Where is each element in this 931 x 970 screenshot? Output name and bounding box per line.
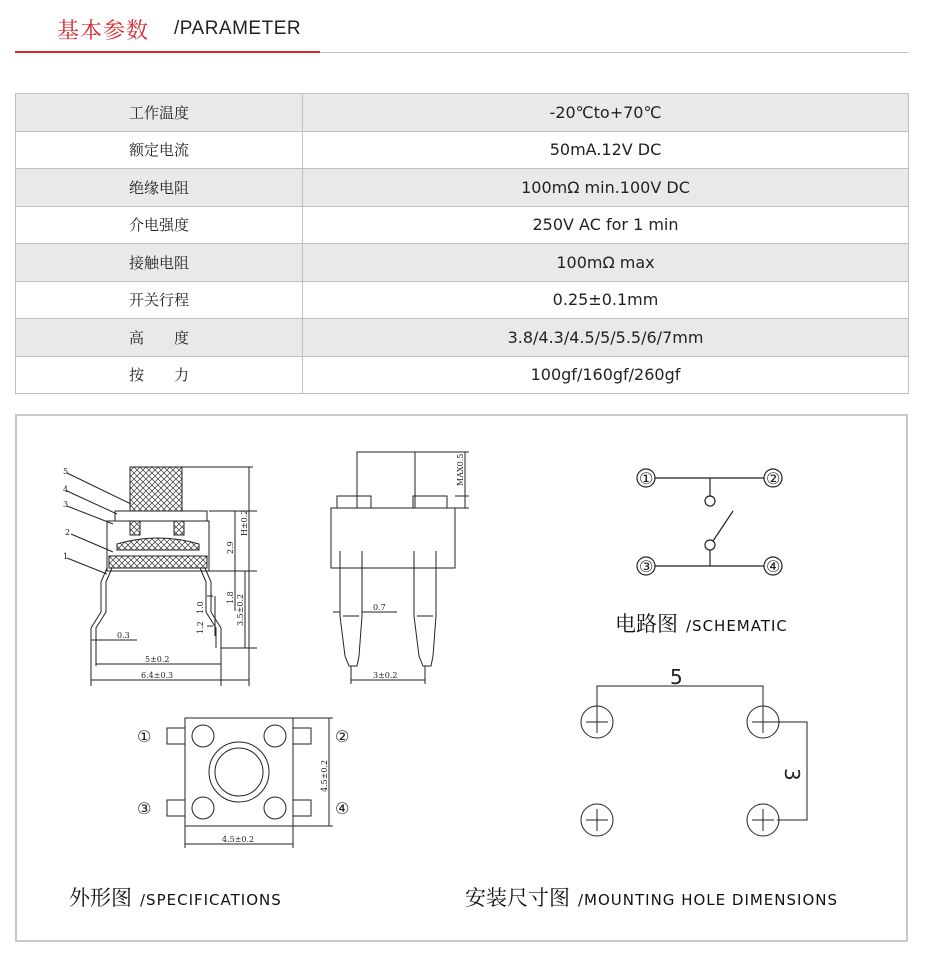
schematic-pin-3: ③ <box>639 557 654 576</box>
dim-2-9: 2.9 <box>226 541 235 554</box>
param-value: 250V AC for 1 min <box>303 206 909 244</box>
cover-plate <box>115 511 207 521</box>
schematic-drawing <box>637 469 782 575</box>
table-row <box>16 169 909 207</box>
dim-3: 3±0.2 <box>373 671 398 680</box>
part-number: 2 <box>65 528 71 537</box>
switch-lever <box>713 511 733 541</box>
table-row <box>16 94 909 132</box>
table-row <box>16 244 909 282</box>
dim-0-7: 0.7 <box>373 603 386 612</box>
param-label: 绝缘电阻 <box>16 169 303 207</box>
param-value: 50mA.12V DC <box>303 131 909 169</box>
mounting-caption-cn: 安装尺寸图 <box>465 886 570 910</box>
schematic-caption-en: /SCHEMATIC <box>686 617 788 635</box>
specifications-caption-en: /SPECIFICATIONS <box>140 891 282 909</box>
pin-2-label: ② <box>335 727 350 746</box>
param-value: 100mΩ min.100V DC <box>303 169 909 207</box>
part-number: 4 <box>63 485 69 494</box>
param-value: 0.25±0.1mm <box>303 281 909 319</box>
param-label: 介电强度 <box>16 206 303 244</box>
param-label: 开关行程 <box>16 281 303 319</box>
dim-5: 5±0.2 <box>145 655 170 664</box>
param-value: 100mΩ max <box>303 244 909 282</box>
param-label: 额定电流 <box>16 131 303 169</box>
schematic-pin-2: ② <box>766 469 781 488</box>
base-hatch <box>109 556 207 568</box>
mounting-drawing <box>581 686 807 836</box>
parameter-table <box>15 93 909 394</box>
param-value: -20℃to+70℃ <box>303 94 909 132</box>
table-row <box>16 319 909 357</box>
schematic-pin-1: ① <box>639 469 654 488</box>
plunger <box>130 467 182 511</box>
table-row <box>16 206 909 244</box>
section-header <box>0 0 931 56</box>
front-view-drawing <box>331 452 469 684</box>
dim-0-3: 0.3 <box>117 631 130 640</box>
schematic-pin-4: ④ <box>766 557 781 576</box>
mounting-caption <box>465 882 838 912</box>
mounting-labels <box>670 665 804 781</box>
pin-3-label: ③ <box>137 799 152 818</box>
dim-3-5: 3.5±0.2 <box>236 593 245 626</box>
mount-dim-height: 3 <box>780 768 804 781</box>
dim-max: MAX0.5 <box>456 453 465 486</box>
part-number: 5 <box>63 467 69 476</box>
dim-6-4: 6.4±0.3 <box>141 671 174 680</box>
table-row <box>16 131 909 169</box>
dim-4-5-v: 4.5±0.2 <box>320 759 329 792</box>
part-number: 1 <box>63 552 69 561</box>
param-value: 100gf/160gf/260gf <box>303 356 909 394</box>
pin-1-label: ① <box>137 727 152 746</box>
side-view-drawing <box>67 467 257 686</box>
specifications-caption-cn: 外形图 <box>69 886 132 910</box>
param-value: 3.8/4.3/4.5/5/5.5/6/7mm <box>303 319 909 357</box>
section-title-en: /PARAMETER <box>174 18 302 39</box>
specifications-caption <box>69 882 282 912</box>
dim-4-5-h: 4.5±0.2 <box>222 835 255 844</box>
left-pin <box>91 568 107 648</box>
dim-1-0: 1.0 <box>196 601 205 614</box>
table-row <box>16 281 909 319</box>
dim-1-2: 1.2 <box>196 621 205 634</box>
param-label: 接触电阻 <box>16 244 303 282</box>
mounting-caption-en: /MOUNTING HOLE DIMENSIONS <box>578 891 838 909</box>
param-label: 按 力 <box>16 356 303 394</box>
schematic-caption-cn: 电路图 <box>615 612 678 636</box>
section-title-cn: 基本参数 <box>57 19 150 44</box>
body-top <box>185 718 293 826</box>
table-row <box>16 356 909 394</box>
drawing-canvas <box>17 416 906 940</box>
top-view-drawing <box>167 718 333 848</box>
right-pin <box>205 568 221 648</box>
dim-h: H±0.2 <box>240 509 249 536</box>
dim-1-8: 1.8 <box>226 591 235 604</box>
technical-drawing-panel <box>15 414 908 942</box>
plunger-front <box>357 452 415 510</box>
pin-4-label: ④ <box>335 799 350 818</box>
header-accent-line <box>15 51 320 53</box>
part-number: 3 <box>63 500 69 509</box>
schematic-caption <box>615 608 788 638</box>
param-label: 工作温度 <box>16 94 303 132</box>
mount-dim-width: 5 <box>670 665 683 689</box>
param-label: 高 度 <box>16 319 303 357</box>
